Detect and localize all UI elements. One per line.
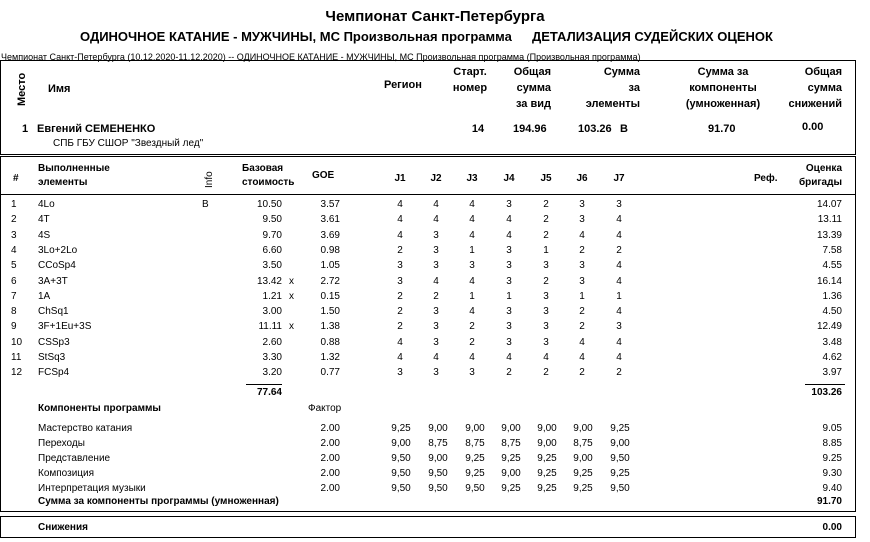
- element-judge-1: 2: [397, 290, 403, 302]
- element-judge-7: 3: [616, 199, 622, 210]
- component-judge-6: 9,25: [573, 468, 593, 479]
- component-judge-1: 9,50: [391, 468, 411, 479]
- element-info: B: [202, 199, 209, 210]
- element-judge-3: 4: [469, 275, 475, 287]
- el-name-header: Выполненные элементы: [38, 163, 110, 188]
- element-judge-5: 4: [543, 352, 549, 363]
- deductions-box: [0, 516, 856, 538]
- event-info-line: Чемпионат Санкт-Петербурга (10.12.2020-11.12.2020) -- ОДИНОЧНОЕ КАТАНИЕ - МУЖЧИНЫ, МС Произвольная программа (Произвольная программа): [1, 52, 641, 62]
- element-judge-5: 3: [543, 321, 549, 333]
- element-code: 1A: [38, 290, 51, 302]
- element-code: 3F+1Eu+3S: [38, 321, 92, 333]
- component-judge-6: 9,25: [573, 483, 593, 494]
- element-judge-3: 1: [469, 244, 475, 256]
- component-judge-5: 9,00: [537, 438, 557, 449]
- element-judge-3: 4: [469, 229, 475, 241]
- element-goe: 3.69: [320, 229, 340, 241]
- element-code: StSq3: [38, 352, 66, 363]
- element-judge-1: 4: [397, 199, 403, 210]
- element-judge-1: 4: [397, 336, 403, 348]
- element-goe: 1.50: [320, 306, 340, 318]
- element-judge-5: 3: [543, 306, 549, 318]
- element-bonus-mark: x: [289, 321, 294, 333]
- element-judge-6: 4: [579, 336, 585, 348]
- element-judge-2: 3: [433, 244, 439, 256]
- element-judge-4: 2: [506, 367, 512, 379]
- element-judge-6: 3: [579, 260, 585, 272]
- component-judge-1: 9,00: [391, 438, 411, 449]
- element-judge-3: 4: [469, 352, 475, 363]
- components-sum-header: Сумма за компоненты (умноженная): [685, 66, 761, 110]
- element-panel-score: 4.62: [822, 352, 842, 363]
- element-number: 11: [11, 352, 22, 363]
- element-judge-4: 3: [506, 275, 512, 287]
- element-code: CSSp3: [38, 336, 70, 348]
- component-score: 9.05: [822, 423, 842, 434]
- element-number: 5: [11, 260, 17, 272]
- element-judge-7: 4: [616, 260, 622, 272]
- page-title: Чемпионат Санкт-Петербурга: [325, 8, 545, 25]
- element-bonus-mark: x: [289, 290, 294, 302]
- element-judge-4: 3: [506, 321, 512, 333]
- element-base-value: 3.50: [262, 260, 282, 272]
- element-judge-5: 1: [543, 244, 549, 256]
- component-name: Интерпретация музыки: [38, 483, 146, 494]
- skater-elements-score: 103.26: [578, 123, 612, 135]
- judge-header-2: J2: [430, 173, 442, 184]
- component-score: 9.30: [822, 468, 842, 479]
- judge-header-5: J5: [540, 173, 552, 184]
- element-judge-2: 3: [433, 229, 439, 241]
- element-judge-4: 3: [506, 306, 512, 318]
- element-judge-3: 3: [469, 367, 475, 379]
- element-goe: 3.61: [320, 214, 340, 226]
- element-judge-7: 4: [616, 336, 622, 348]
- component-name: Мастерство катания: [38, 423, 133, 434]
- element-judge-3: 4: [469, 214, 475, 226]
- element-judge-2: 2: [433, 290, 439, 302]
- element-judge-3: 1: [469, 290, 475, 302]
- element-base-value: 9.50: [262, 214, 282, 226]
- element-base-value: 13.42: [256, 275, 282, 287]
- component-judge-1: 9,50: [391, 453, 411, 464]
- component-judge-7: 9,50: [610, 483, 630, 494]
- component-factor: 2.00: [320, 438, 340, 449]
- component-judge-6: 9,00: [573, 453, 593, 464]
- element-judge-2: 4: [433, 275, 439, 287]
- element-judge-7: 3: [616, 321, 622, 333]
- element-code: 4T: [38, 214, 50, 226]
- element-base-value: 10.50: [256, 199, 282, 210]
- skater-elements-flag: B: [620, 123, 628, 135]
- skater-name: Евгений СЕМЕНЕНКО: [37, 123, 156, 135]
- component-judge-7: 9,25: [610, 423, 630, 434]
- element-judge-6: 2: [579, 367, 585, 379]
- score-total-rule: [805, 384, 845, 385]
- element-number: 2: [11, 214, 17, 226]
- skater-start-number: 14: [471, 123, 485, 135]
- deductions-label: Снижения: [38, 522, 88, 533]
- element-judge-7: 4: [616, 229, 622, 241]
- component-judge-3: 9,50: [465, 483, 485, 494]
- element-panel-score: 14.07: [816, 199, 842, 210]
- skater-club: СПБ ГБУ СШОР "Звездный лед": [53, 138, 204, 149]
- element-judge-7: 4: [616, 306, 622, 318]
- element-judge-3: 4: [469, 199, 475, 210]
- element-judge-6: 4: [579, 352, 585, 363]
- element-number: 8: [11, 306, 17, 318]
- goe-header: GOE: [312, 170, 335, 181]
- element-panel-score: 3.97: [822, 367, 842, 379]
- element-judge-3: 3: [469, 260, 475, 272]
- element-panel-score: 16.14: [816, 275, 842, 287]
- element-goe: 2.72: [320, 275, 340, 287]
- element-judge-4: 4: [506, 214, 512, 226]
- element-judge-7: 4: [616, 214, 622, 226]
- components-total-label: Сумма за компоненты программы (умноженная): [38, 496, 279, 507]
- element-base-value: 3.30: [262, 352, 282, 363]
- component-judge-2: 9,50: [428, 468, 448, 479]
- element-number: 9: [11, 321, 17, 333]
- element-base-value: 11.11: [258, 321, 282, 333]
- component-judge-6: 9,00: [573, 423, 593, 434]
- base-value-total: 77.64: [256, 387, 282, 398]
- component-judge-1: 9,25: [391, 423, 411, 434]
- element-judge-1: 3: [397, 260, 403, 272]
- element-judge-2: 3: [433, 367, 439, 379]
- component-judge-7: 9,00: [610, 438, 630, 449]
- component-judge-1: 9,50: [391, 483, 411, 494]
- element-goe: 1.05: [320, 260, 340, 272]
- element-judge-1: 4: [397, 352, 403, 363]
- element-base-value: 3.00: [262, 306, 282, 318]
- factor-header: Фактор: [308, 403, 342, 414]
- components-section-header: Компоненты программы: [38, 403, 161, 414]
- component-factor: 2.00: [320, 483, 340, 494]
- element-judge-2: 3: [433, 306, 439, 318]
- element-judge-5: 3: [543, 336, 549, 348]
- component-score: 8.85: [822, 438, 842, 449]
- element-judge-2: 4: [433, 352, 439, 363]
- element-judge-1: 2: [397, 306, 403, 318]
- component-name: Представление: [38, 453, 111, 464]
- element-judge-1: 4: [397, 214, 403, 226]
- skater-total-score: 194.96: [513, 123, 547, 135]
- element-judge-2: 3: [433, 321, 439, 333]
- element-panel-score: 1.36: [822, 290, 842, 302]
- element-judge-6: 3: [579, 199, 585, 210]
- element-number: 12: [11, 367, 23, 379]
- element-judge-1: 4: [397, 229, 403, 241]
- component-judge-4: 8,75: [501, 438, 521, 449]
- referee-header: Реф.: [754, 173, 778, 184]
- element-panel-score: 4.50: [822, 306, 842, 318]
- place-header: Место: [16, 72, 28, 106]
- element-base-value: 9.70: [262, 229, 282, 241]
- component-judge-4: 9,00: [501, 468, 521, 479]
- component-judge-2: 9,00: [428, 423, 448, 434]
- element-judge-4: 3: [506, 336, 512, 348]
- element-number: 3: [11, 229, 17, 241]
- element-judge-3: 2: [469, 321, 475, 333]
- element-panel-score: 4.55: [822, 260, 842, 272]
- judge-header-7: J7: [613, 173, 625, 184]
- component-judge-5: 9,25: [537, 453, 557, 464]
- judge-header-6: J6: [576, 173, 588, 184]
- element-judge-5: 3: [543, 260, 549, 272]
- element-judge-6: 2: [579, 244, 585, 256]
- judge-header-4: J4: [503, 173, 515, 184]
- element-judge-1: 3: [397, 275, 403, 287]
- component-score: 9.40: [822, 483, 842, 494]
- element-judge-1: 2: [397, 321, 403, 333]
- element-goe: 0.77: [320, 367, 340, 379]
- component-factor: 2.00: [320, 453, 340, 464]
- element-judge-7: 2: [616, 244, 622, 256]
- element-goe: 0.98: [320, 244, 340, 256]
- element-judge-2: 4: [433, 214, 439, 226]
- start-header: Старт. номер: [452, 66, 488, 94]
- element-judge-7: 1: [616, 290, 622, 302]
- element-code: 3Lo+2Lo: [38, 244, 78, 256]
- element-judge-5: 2: [543, 199, 549, 210]
- element-code: 3A+3T: [38, 275, 68, 287]
- component-judge-2: 9,50: [428, 483, 448, 494]
- elements-sum-header: Сумма за элементы: [585, 66, 640, 110]
- element-judge-7: 2: [616, 367, 622, 379]
- component-factor: 2.00: [320, 423, 340, 434]
- judge-header-1: J1: [394, 173, 406, 184]
- element-number: 7: [11, 290, 17, 302]
- element-judge-7: 4: [616, 352, 622, 363]
- component-name: Композиция: [38, 468, 95, 479]
- element-judge-5: 3: [543, 290, 549, 302]
- elements-score-total: 103.26: [811, 387, 842, 398]
- element-code: FCSp4: [38, 367, 70, 379]
- element-goe: 1.32: [320, 352, 340, 363]
- element-goe: 1.38: [320, 321, 340, 333]
- element-judge-1: 3: [397, 367, 403, 379]
- element-judge-6: 4: [579, 229, 585, 241]
- element-number: 1: [11, 199, 17, 210]
- component-judge-2: 9,00: [428, 453, 448, 464]
- page-subtitle-event: ОДИНОЧНОЕ КАТАНИЕ - МУЖЧИНЫ, МС Произвольная программа: [80, 29, 512, 44]
- element-judge-2: 3: [433, 260, 439, 272]
- component-judge-3: 9,25: [465, 468, 485, 479]
- element-judge-2: 4: [433, 199, 439, 210]
- component-judge-5: 9,00: [537, 423, 557, 434]
- element-judge-5: 2: [543, 229, 549, 241]
- element-code: 4Lo: [38, 199, 55, 210]
- element-number: 6: [11, 275, 17, 287]
- component-name: Переходы: [38, 438, 85, 449]
- element-judge-6: 2: [579, 306, 585, 318]
- name-header: Имя: [48, 83, 71, 95]
- element-panel-score: 13.39: [816, 229, 842, 241]
- element-judge-4: 1: [506, 290, 512, 302]
- element-judge-4: 4: [506, 352, 512, 363]
- element-goe: 0.15: [320, 290, 340, 302]
- element-judge-6: 3: [579, 275, 585, 287]
- element-goe: 0.88: [320, 336, 340, 348]
- element-judge-5: 2: [543, 275, 549, 287]
- element-judge-5: 2: [543, 367, 549, 379]
- element-code: ChSq1: [38, 306, 69, 318]
- component-judge-7: 9,25: [610, 468, 630, 479]
- component-judge-4: 9,25: [501, 453, 521, 464]
- component-judge-3: 9,00: [465, 423, 485, 434]
- element-judge-2: 3: [433, 336, 439, 348]
- element-judge-1: 2: [397, 244, 403, 256]
- component-judge-6: 8,75: [573, 438, 593, 449]
- component-judge-5: 9,25: [537, 483, 557, 494]
- element-judge-4: 4: [506, 229, 512, 241]
- elements-total-rule: [246, 384, 282, 385]
- element-bonus-mark: x: [289, 275, 294, 287]
- deductions-value: 0.00: [822, 522, 842, 533]
- elements-header-separator: [0, 194, 856, 195]
- total-header: Общая сумма за вид: [513, 66, 551, 110]
- base-value-header: Базовая стоимость: [242, 163, 295, 188]
- element-judge-6: 1: [579, 290, 585, 302]
- element-panel-score: 12.49: [816, 321, 842, 333]
- element-panel-score: 3.48: [822, 336, 842, 348]
- component-judge-4: 9,00: [501, 423, 521, 434]
- components-total-value: 91.70: [816, 496, 842, 507]
- element-judge-5: 2: [543, 214, 549, 226]
- element-judge-4: 3: [506, 260, 512, 272]
- component-judge-5: 9,25: [537, 468, 557, 479]
- component-judge-7: 9,50: [610, 453, 630, 464]
- element-judge-6: 2: [579, 321, 585, 333]
- element-base-value: 2.60: [262, 336, 282, 348]
- element-code: CCoSp4: [38, 260, 76, 272]
- element-judge-7: 4: [616, 275, 622, 287]
- element-judge-3: 4: [469, 306, 475, 318]
- deductions-header: Общая сумма снижений: [788, 66, 842, 110]
- element-judge-6: 3: [579, 214, 585, 226]
- element-base-value: 3.20: [262, 367, 282, 379]
- page-subtitle-report: ДЕТАЛИЗАЦИЯ СУДЕЙСКИХ ОЦЕНОК: [532, 29, 773, 44]
- info-header: Info: [204, 171, 215, 188]
- skater-components-score: 91.70: [708, 123, 736, 135]
- component-judge-3: 9,25: [465, 453, 485, 464]
- element-panel-score: 13.11: [817, 214, 842, 226]
- component-judge-3: 8,75: [465, 438, 485, 449]
- region-header: Регион: [384, 79, 422, 91]
- element-code: 4S: [38, 229, 51, 241]
- element-judge-4: 3: [506, 199, 512, 210]
- element-base-value: 1.21: [262, 290, 282, 302]
- element-judge-4: 3: [506, 244, 512, 256]
- element-number: 4: [11, 244, 17, 256]
- judge-header-3: J3: [466, 173, 478, 184]
- component-score: 9.25: [822, 453, 842, 464]
- el-num-header: #: [13, 173, 19, 184]
- element-base-value: 6.60: [262, 244, 282, 256]
- component-factor: 2.00: [320, 468, 340, 479]
- element-judge-3: 2: [469, 336, 475, 348]
- component-judge-4: 9,25: [501, 483, 521, 494]
- component-judge-2: 8,75: [428, 438, 448, 449]
- panel-score-header: Оценка бригады: [798, 163, 842, 188]
- element-number: 10: [11, 336, 23, 348]
- element-goe: 3.57: [320, 199, 340, 210]
- element-panel-score: 7.58: [822, 244, 842, 256]
- skater-place: 1: [22, 123, 29, 135]
- skater-deductions: 0.00: [802, 121, 824, 133]
